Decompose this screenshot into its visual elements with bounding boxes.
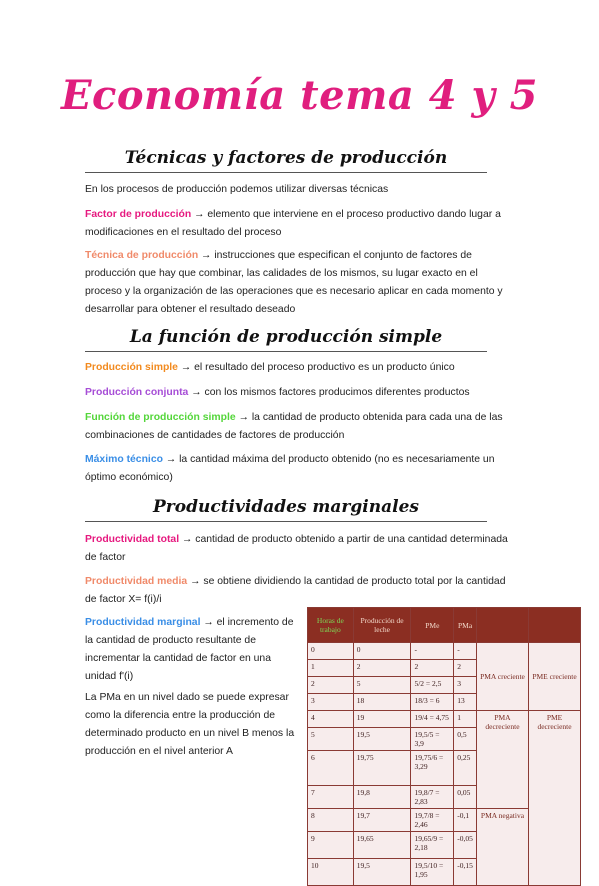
table-cell: 3 bbox=[308, 694, 354, 711]
table-cell: 8 bbox=[308, 809, 354, 832]
table-cell: 3 bbox=[454, 677, 477, 694]
table-cell: 0 bbox=[353, 643, 411, 660]
table-cell: 5 bbox=[308, 728, 354, 751]
table-cell: 18/3 = 6 bbox=[411, 694, 454, 711]
table-cell: 0,25 bbox=[454, 751, 477, 786]
col-header-pme: PMe bbox=[411, 608, 454, 643]
definition-text: → se obtiene dividiendo la cantidad de producto total por la cantidad de factor X= f(i)/i bbox=[85, 576, 506, 605]
definition-text: → la cantidad de producto obtenida para cada una de las combinaciones de cantidades de factores de producción bbox=[85, 412, 503, 441]
table-cell: 19,65 bbox=[353, 832, 411, 859]
table-cell: 1 bbox=[308, 660, 354, 677]
table-cell: 19 bbox=[353, 711, 411, 728]
table-row bbox=[308, 643, 581, 660]
table-cell: 19,65/9 = 2,18 bbox=[411, 832, 454, 859]
table-cell: - bbox=[454, 643, 477, 660]
table-cell: 19,5 bbox=[353, 859, 411, 886]
table-cell: 19/4 = 4,75 bbox=[411, 711, 454, 728]
table-cell: 19,7 bbox=[353, 809, 411, 832]
definition-text: → cantidad de producto obtenido a partir de una cantidad determinada de factor bbox=[85, 534, 508, 563]
table-cell: 1 bbox=[454, 711, 477, 728]
side-label: PMA negativa bbox=[480, 811, 525, 820]
label-pme-creciente bbox=[529, 643, 581, 711]
term-label: Productividad media bbox=[85, 576, 188, 587]
col-header-horas: Horas de trabajo bbox=[308, 608, 354, 643]
table-cell: 19,5/10 = 1,95 bbox=[411, 859, 454, 886]
section-title-funcion: La función de producción simple bbox=[129, 327, 443, 347]
side-label: PME decreciente bbox=[537, 713, 572, 731]
section-title-productividades: Productividades marginales bbox=[153, 497, 419, 517]
col-header-empty bbox=[476, 608, 528, 643]
definition-produccion-conjunta bbox=[85, 384, 515, 402]
table-cell: -0,1 bbox=[454, 809, 477, 832]
intro-paragraph: En los procesos de producción podemos utilizar diversas técnicas bbox=[85, 184, 389, 195]
term-label: Productividad marginal bbox=[85, 617, 201, 628]
table-cell: 19,75/6 = 3,29 bbox=[411, 751, 454, 786]
table-cell: 4 bbox=[308, 711, 354, 728]
table-cell: -0,05 bbox=[454, 832, 477, 859]
term-label: Producción conjunta bbox=[85, 387, 189, 398]
table-cell: 5 bbox=[353, 677, 411, 694]
section-divider bbox=[85, 351, 487, 352]
side-label: PMA creciente bbox=[480, 672, 525, 681]
label-pma-decreciente bbox=[476, 711, 528, 809]
term-label: Producción simple bbox=[85, 362, 178, 373]
table-cell: 2 bbox=[308, 677, 354, 694]
definition-text: → la cantidad máxima del producto obtenido (no es necesariamente un óptimo económico) bbox=[85, 454, 495, 483]
side-label: PMA decreciente bbox=[485, 713, 520, 731]
side-label: PME creciente bbox=[532, 672, 577, 681]
col-header-pma: PMa bbox=[454, 608, 477, 643]
section-divider bbox=[85, 172, 487, 173]
term-label: Técnica de producción bbox=[85, 250, 199, 261]
definition-text: → elemento que interviene en el proceso productivo dando lugar a modificaciones en el resultado del proceso bbox=[85, 209, 501, 238]
definition-text: → instrucciones que especifican el conjunto de factores de producción que hay que combinar, las calidades de los mismos, su lugar exacto en el proceso y la organización de las operaciones que es necesario aplicar en cada momento y desarrollar para obtener el resultado deseado bbox=[85, 250, 503, 315]
table-cell: 19,5 bbox=[353, 728, 411, 751]
table-cell: 7 bbox=[308, 786, 354, 809]
term-label: Productividad total bbox=[85, 534, 180, 545]
label-pma-negativa bbox=[476, 809, 528, 886]
definition-productividad-media bbox=[85, 573, 515, 609]
label-pma-creciente bbox=[476, 643, 528, 711]
col-header-produccion: Producción de leche bbox=[353, 608, 411, 643]
table-cell: -0,15 bbox=[454, 859, 477, 886]
section-title-tecnicas: Técnicas y factores de producción bbox=[124, 148, 448, 168]
table-cell: 10 bbox=[308, 859, 354, 886]
table-row bbox=[308, 711, 581, 728]
definition-produccion-simple bbox=[85, 359, 515, 377]
table-cell: 0 bbox=[308, 643, 354, 660]
definition-factor-produccion bbox=[85, 206, 515, 242]
table-cell: - bbox=[411, 643, 454, 660]
table-cell: 5/2 = 2,5 bbox=[411, 677, 454, 694]
definition-maximo-tecnico bbox=[85, 451, 515, 487]
productivity-table bbox=[307, 607, 581, 886]
definition-text: → con los mismos factores producimos diferentes productos bbox=[188, 387, 470, 398]
table-cell: 0,05 bbox=[454, 786, 477, 809]
definition-text: → el incremento de la cantidad de producto resultante de incrementar la cantidad de factor en una unidad f'(i) bbox=[85, 617, 294, 682]
table-cell: 19,5/5 = 3,9 bbox=[411, 728, 454, 751]
term-label: Función de producción simple bbox=[85, 412, 236, 423]
col-header-empty bbox=[529, 608, 581, 643]
table-cell: 19,8 bbox=[353, 786, 411, 809]
term-label: Máximo técnico bbox=[85, 454, 163, 465]
section-divider bbox=[85, 521, 487, 522]
page-title: Economía tema 4 y 5 bbox=[61, 72, 538, 119]
table-cell: 6 bbox=[308, 751, 354, 786]
table-cell: 2 bbox=[411, 660, 454, 677]
definition-tecnica-produccion bbox=[85, 247, 515, 319]
table-header-row bbox=[308, 608, 581, 643]
table-cell: 2 bbox=[353, 660, 411, 677]
label-pme-decreciente bbox=[529, 711, 581, 886]
definition-funcion-produccion bbox=[85, 409, 515, 445]
table-cell: 19,75 bbox=[353, 751, 411, 786]
table-cell: 13 bbox=[454, 694, 477, 711]
table-cell: 2 bbox=[454, 660, 477, 677]
term-label: Factor de producción bbox=[85, 209, 192, 220]
table-cell: 18 bbox=[353, 694, 411, 711]
table-cell: 19,8/7 = 2,83 bbox=[411, 786, 454, 809]
table-cell: 9 bbox=[308, 832, 354, 859]
definition-text: → el resultado del proceso productivo es un producto único bbox=[177, 362, 455, 373]
definition-productividad-total bbox=[85, 531, 515, 567]
table-cell: 0,5 bbox=[454, 728, 477, 751]
definition-productividad-marginal bbox=[85, 614, 299, 686]
table-cell: 19,7/8 = 2,46 bbox=[411, 809, 454, 832]
pma-note-paragraph: La PMa en un nivel dado se puede expresar como la diferencia entre la producción de determinado producto en un nivel B menos la producción en el nivel anterior A bbox=[85, 692, 295, 757]
